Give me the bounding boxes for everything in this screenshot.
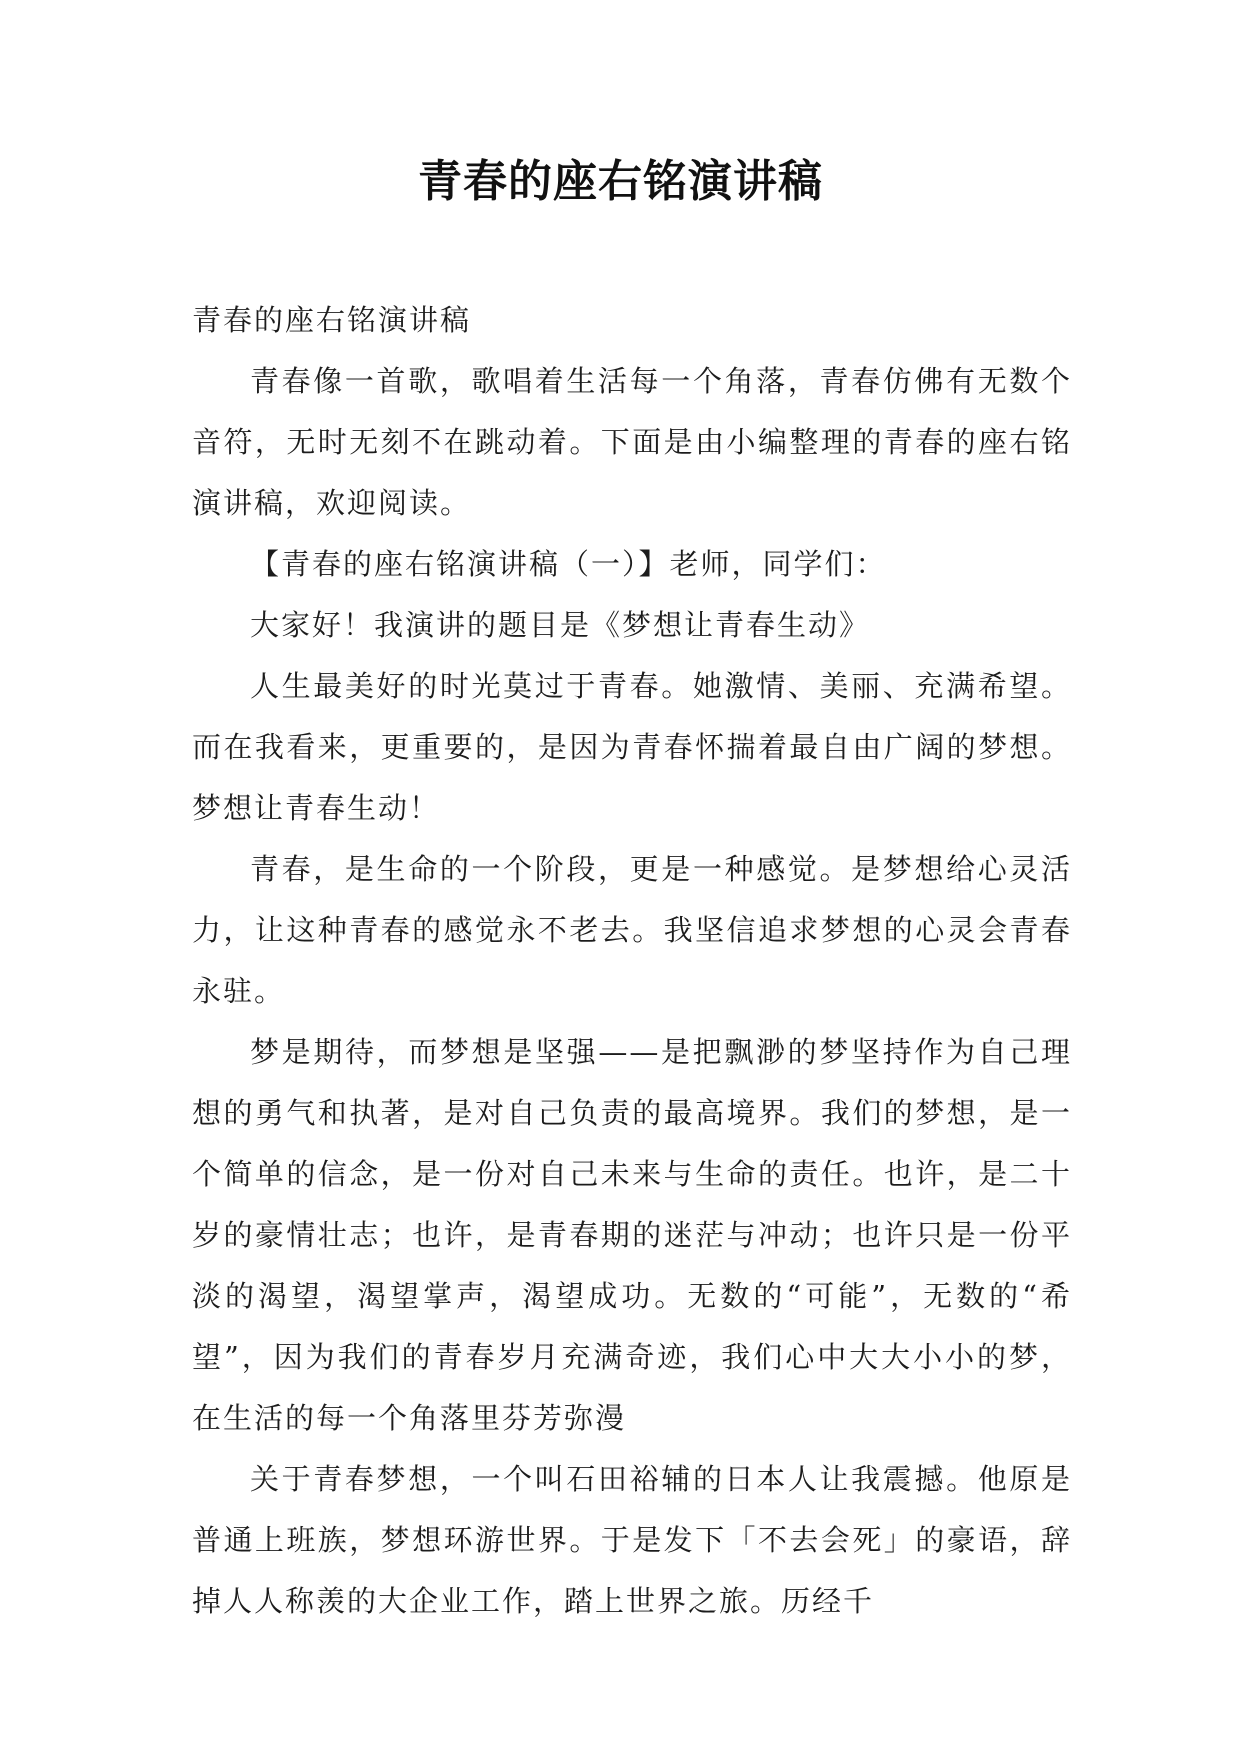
body-paragraph: 梦是期待，而梦想是坚强——是把飘渺的梦坚持作为自己理想的勇气和执著，是对自己负责的最高境界。我们的梦想，是一个简单的信念，是一份对自己未来与生命的责任。也许，是二十岁的豪情壮志；也许，是青春期的迷茫与冲动；也许只是一份平淡的渴望，渴望掌声，渴望成功。无数的“可能”，无数的“希望”，因为我们的青春岁月充满奇迹，我们心中大大小小的梦，在生活的每一个角落里芬芳弥漫 bbox=[192, 1035, 1072, 1435]
body-paragraph: 【青春的座右铭演讲稿（一）】老师，同学们： bbox=[250, 547, 887, 581]
body-paragraph: 关于青春梦想，一个叫石田裕辅的日本人让我震撼。他原是普通上班族，梦想环游世界。于是发下「不去会死」的豪语，辞掉人人称羡的大企业工作，踏上世界之旅。历经千 bbox=[192, 1462, 1072, 1618]
document-subtitle-line: 青春的座右铭演讲稿 bbox=[192, 303, 472, 337]
document-body bbox=[192, 290, 1072, 1632]
document-title: 青春的座右铭演讲稿 bbox=[418, 156, 823, 207]
body-paragraph: 青春，是生命的一个阶段，更是一种感觉。是梦想给心灵活力，让这种青春的感觉永不老去。我坚信追求梦想的心灵会青春永驻。 bbox=[192, 852, 1072, 1008]
body-paragraph: 青春像一首歌，歌唱着生活每一个角落，青春仿佛有无数个音符，无时无刻不在跳动着。下面是由小编整理的青春的座右铭演讲稿，欢迎阅读。 bbox=[192, 364, 1072, 520]
body-paragraph: 人生最美好的时光莫过于青春。她激情、美丽、充满希望。而在我看来，更重要的，是因为青春怀揣着最自由广阔的梦想。梦想让青春生动！ bbox=[192, 669, 1072, 825]
body-paragraph: 大家好！我演讲的题目是《梦想让青春生动》 bbox=[250, 608, 871, 642]
